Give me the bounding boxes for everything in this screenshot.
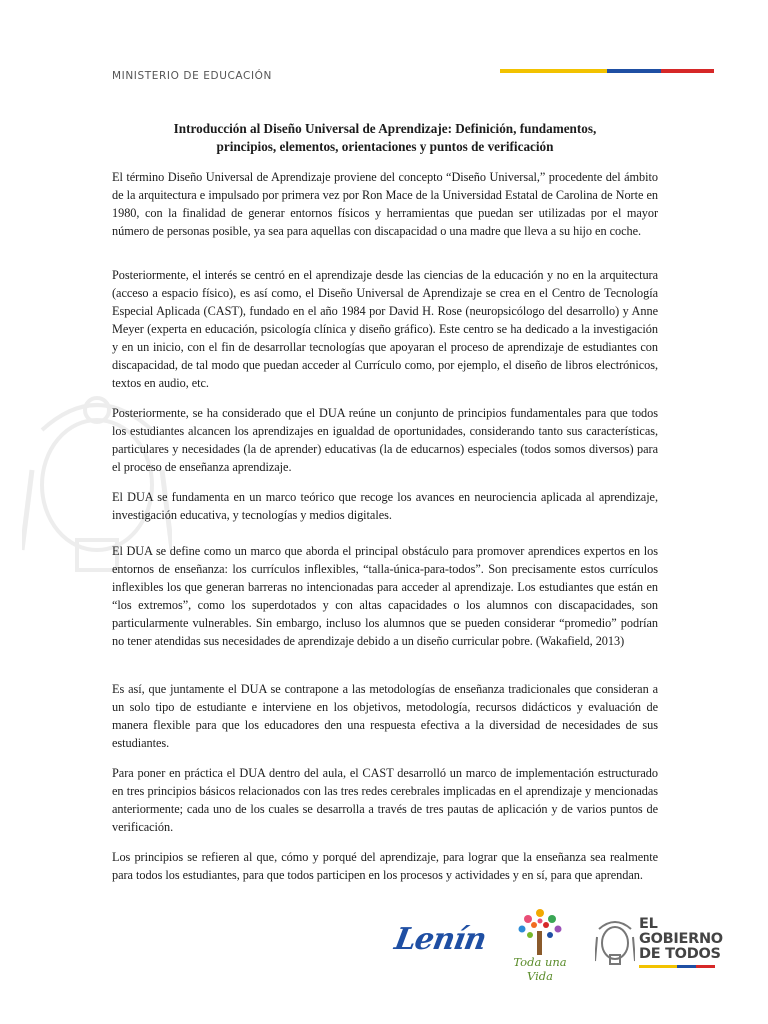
flag-stripe bbox=[500, 69, 714, 73]
paragraph-3: Posteriormente, se ha considerado que el DUA reúne un conjunto de principios fundamentales para que todos los estudiantes alcancen los aprendizajes en igualdad de oportunidades, considerando tanto sus características, particulares y necesidades (la de aprender) educativas (la de educarnos) especiales (todos somos diversos) para el proceso de enseñanza aprendizaje. bbox=[112, 406, 658, 474]
tree-logo-caption: Toda una Vida bbox=[513, 955, 567, 983]
title-line-2: principios, elementos, orientaciones y puntos de verificación bbox=[216, 139, 554, 154]
flag-stripe-yellow bbox=[500, 69, 607, 73]
paragraph-1: El término Diseño Universal de Aprendizaje proviene del concepto “Diseño Universal,” procedente del ámbito de la arquitectura e impulsado por primera vez por Ron Mace de la Universidad Estatal de Carolina de Norte en 1980, con la finalidad de generar entornos físicos y herramientas que puedan ser utilizadas por el mayor número de personas posible, ya sea para aquellas con discapacidad o una madre que lleva a su hijo en coche. bbox=[112, 170, 658, 238]
gov-flag-stripe bbox=[639, 965, 715, 968]
gov-flag-red bbox=[696, 965, 715, 968]
paragraph-2: Posteriormente, el interés se centró en el aprendizaje desde las ciencias de la educación y no en la arquitectura (acceso a espacio físico), es así como, el Diseño Universal de Aprendizaje se crea en el Centro de Tecnología Especial Aplicada (CAST), fundado en el año 1984 por David H. Rose (neuropsicólogo del desarrollo) y Anne Meyer (experta en educación, psicología clínica y diseño gráfico). Este centro se ha dedicado a la investigación y en un inicio, con el fin de desarrollar tecnologías que apoyaran el proceso de aprendizaje de estudiantes con discapacidad, de tal modo que puedan acceder al Currículo como, por ejemplo, el diseño de libros electrónicos, textos en audio, etc. bbox=[112, 268, 658, 390]
lenin-logo bbox=[391, 918, 489, 968]
flag-stripe-blue bbox=[607, 69, 661, 73]
gov-logo-line-1: EL bbox=[639, 916, 658, 932]
title-line-1: Introducción al Diseño Universal de Aprendizaje: Definición, fundamentos, bbox=[173, 121, 597, 136]
paragraph-5: El DUA se define como un marco que aborda el principal obstáculo para promover aprendices expertos en los entornos de enseñanza: los currículos inflexibles, “talla-única-para-todos”. Son precisamente estos currículos inflexibles los que generan barreras no intencionadas para acceder al aprendizaje. Los estudiantes que están en “los extremos”, como los superdotados y con altas capacidades o los alumnos con discapacidades, son particularmente vulnerables. Sin embargo, incluso los alumnos que se pueden considerar “promedio” podrían no tener atendidas sus necesidades de aprendizaje debido a un diseño curricular pobre. (Wakafield, 2013) bbox=[112, 544, 658, 648]
paragraph-4: El DUA se fundamenta en un marco teórico que recoge los avances en neurociencia aplicada al aprendizaje, investigación educativa, y tecnologías y medios digitales. bbox=[112, 490, 658, 522]
gov-logo-text bbox=[639, 917, 723, 962]
shield-icon bbox=[595, 917, 635, 967]
document-title bbox=[112, 120, 658, 156]
gov-flag-yellow bbox=[639, 965, 677, 968]
lenin-logo-text: Lenín bbox=[391, 922, 489, 957]
gov-logo-line-3: DE TODOS bbox=[639, 946, 721, 962]
gobierno-de-todos-logo bbox=[595, 915, 723, 975]
tree-icon bbox=[500, 905, 580, 957]
gov-logo-line-2: GOBIERNO bbox=[639, 931, 723, 947]
ministry-header: MINISTERIO DE EDUCACIÓN bbox=[112, 70, 272, 82]
gov-flag-blue bbox=[677, 965, 696, 968]
paragraph-8: Los principios se refieren al que, cómo y porqué del aprendizaje, para lograr que la enseñanza sea realmente para todos los estudiantes, para que todos participen en los procesos y actividades y en sí, para que aprendan. bbox=[112, 850, 658, 882]
paragraph-7: Para poner en práctica el DUA dentro del aula, el CAST desarrolló un marco de implementación estructurado en tres principios básicos relacionados con las tres redes cerebrales implicadas en el aprendizaje y mencionadas anteriormente; cada uno de los cuales se desarrolla a través de tres pautas de aplicación y de varios puntos de verificación. bbox=[112, 766, 658, 834]
toda-una-vida-logo bbox=[500, 905, 580, 985]
paragraph-6: Es así, que juntamente el DUA se contrapone a las metodologías de enseñanza tradicionales que consideran a un solo tipo de estudiante e interviene en los objetivos, metodología, recursos didácticos y evaluación de manera flexible para que los educadores den una respuesta efectiva a la diversidad de necesidades de sus estudiantes. bbox=[112, 682, 658, 750]
flag-stripe-red bbox=[661, 69, 715, 73]
